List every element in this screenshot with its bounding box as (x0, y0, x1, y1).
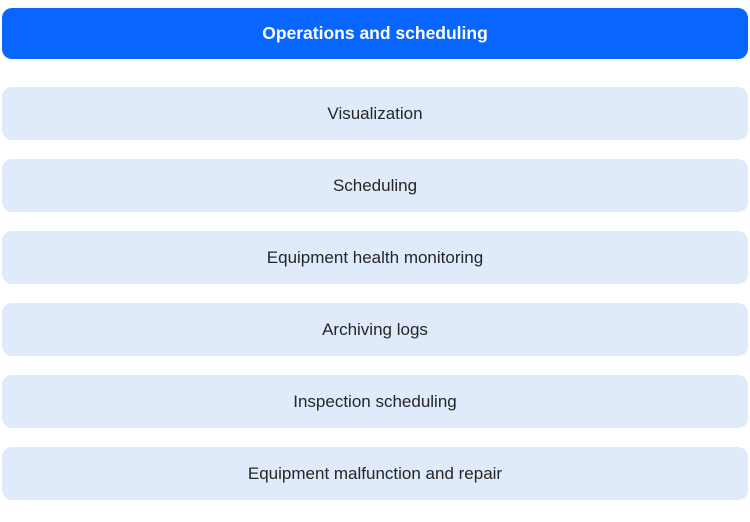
menu-item-equipment-health-monitoring[interactable]: Equipment health monitoring (2, 231, 748, 284)
menu-list (2, 87, 748, 500)
menu-item-equipment-malfunction-and-repair[interactable]: Equipment malfunction and repair (2, 447, 748, 500)
operations-and-scheduling-header-button[interactable]: Operations and scheduling (2, 8, 748, 59)
menu-item-inspection-scheduling[interactable]: Inspection scheduling (2, 375, 748, 428)
menu-item-archiving-logs[interactable]: Archiving logs (2, 303, 748, 356)
menu-item-scheduling[interactable]: Scheduling (2, 159, 748, 212)
menu-item-visualization[interactable]: Visualization (2, 87, 748, 140)
